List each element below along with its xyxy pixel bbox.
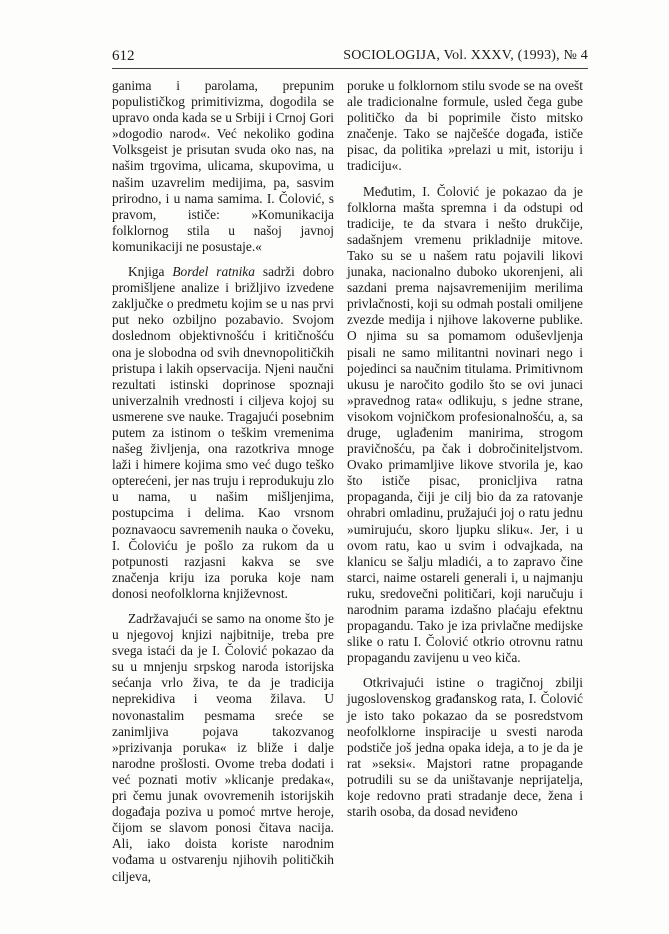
paragraph: Otkrivajući istine o tragičnoj zbilji jugoslovenskog građanskog rata, I. Čolović je isto tako pokazao da se posredstvom neofolklorne inspiracije u svesti naroda podstiče još jedna opaka ideja, a to je da je rat »seksi«. Majstori ratne propagande potrudili su se da uništavanje neprijatelja, koje redovno prati stradanje dece, žena i starih osoba, da dosad neviđeno bbox=[347, 675, 583, 820]
left-column bbox=[112, 78, 334, 885]
paragraph-text: sadrži dobro promišljene analize i brižljivo izvedene zaključke o predmetu kojim se u nas prvi put neko ozbiljno pozabavio. Svojom doslednom objektivnošću i kritičnošću ona je slobodna od svih dnevnopolitičkih pristupa i lakih opservacija. Njeni naučni rezultati istinski doprinose spoznaji univerzalnih vrednosti i ciljeva kojoj su usmerene sve nauke. Tragajući posebnim putem za istinom o teškim vremenima našeg življenja, ona razotkriva mnoge laži i himere kojima smo već dugo teško opterećeni, jer nas truju i reprodukuju zlo u nama, u našim mišljenjima, postupcima i delima. Kao vrsnom poznavaocu savremenih nauka o čoveku, I. Čoloviću je pošlo za rukom da u potpunosti razjasni kakva se sve značenja kriju iza poruka koje nam donosi neofolklorna književnost. bbox=[112, 264, 334, 601]
journal-citation: SOCIOLOGIJA, Vol. XXXV, (1993), № 4 bbox=[343, 48, 588, 63]
running-header bbox=[112, 48, 588, 70]
paragraph-text: Knjiga bbox=[128, 264, 173, 280]
paragraph: ganima i parolama, prepunim populističkog primitivizma, dogodila se upravo onda kada se u Srbiji i Crnoj Gori »dogodio narod«. Već nekoliko godina Volksgeist je prisutan svuda oko nas, na našim trgovima, ulicama, skupovima, u našim uzavrelim medijima, pa, sasvim prirodno, i u nama samima. I. Čolović, s pravom, ističe: »Komunikacija folklornog stila u našoj javnoj komunikaciji ne posustaje.« bbox=[112, 78, 334, 254]
book-title: Bordel ratnika bbox=[172, 264, 255, 280]
page-number: 612 bbox=[112, 48, 135, 64]
paragraph: poruke u folklornom stilu svode se na ovešt ale tradicionalne formule, usled čega gube političko da bi poprimile čisto mitsko značenje. Tako se najčešće događa, ističe pisac, da politika »prelazi u mit, istoriju i tradiciju«. bbox=[347, 78, 583, 174]
right-column bbox=[347, 78, 583, 820]
paragraph: Zadržavajući se samo na onome što je u njegovoj knjizi najbitnije, treba pre svega istaći da je I. Čolović pokazao da su u mnjenju srpskog naroda istorijska sećanja vrlo živa, te da je tradicija neprekidiva i veoma žilava. U novonastalim pesmama sreće se zanimljiva pojava takozvanog »prizivanja poruka« iz bliže i dalje narodne prošlosti. Ovome treba dodati i već poznati motiv »klicanje predaka«, pri čemu junak ovovremenih istorijskih događaja poziva u pomoć mrtve heroje, čijom se slavom ponosi čitava nacija. Ali, iako doista koriste narodnim vođama u ostvarenju njihovih političkih ciljeva, bbox=[112, 611, 334, 884]
paragraph bbox=[112, 264, 334, 602]
header-rule bbox=[112, 68, 588, 69]
paragraph: Međutim, I. Čolović je pokazao da je folklorna mašta spremna i da odstupi od tradicije, te da stvara i nešto drukčije, sadašnjem vremenu prikladnije mitove. Tako su se u našem ratu pojavili likovi junaka, nacionalno duboko ukorenjeni, ali sazdani prema najsavremenijim merilima privlačnosti, koji su odmah postali omiljene zvezde medija i njihove lakoverne publike. O njima su sa pomamom oduševljenja pisali ne samo militantni novinari nego i pojedinci sa naučnim titulama. Primitivnom ukusu je naročito godilo što se ovi junaci »pravednog rata« odlikuju, s jedne strane, visokom vojničkom profesionalnošću, a, sa druge, uglađenim manirima, strogom pravičnošću, pa čak i dobročiniteljstvom. Ovako primamljive likove stvorila je, kao što ističe pisac, pronicljiva ratna propaganda, čiji je cilj bio da za ratovanje ohrabri omladinu, pružajući joj o ratu jednu »umirujuću, skoro ljupku sliku«. Jer, i u ovom ratu, kao u svim i odvajkada, na klanicu se šalju mladići, a to zapravo čine starci, naime ostareli generali i, u najmanju ruku, sredovečni političari, koji naručuju i narodnim parama izdašno plaćaju efektnu propagandu. Tako je iza privlačne medijske slike o ratu I. Čolović otkrio otrovnu ratnu propagandu zavijenu u veo kiča. bbox=[347, 183, 583, 666]
